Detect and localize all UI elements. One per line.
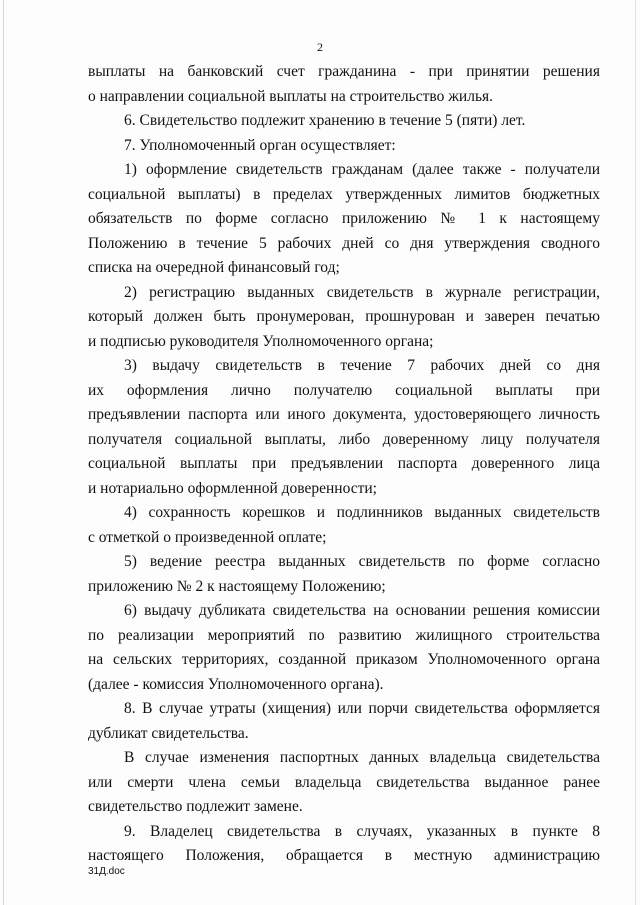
paragraph-line: и подписью руководителя Уполномоченного органа; bbox=[88, 332, 434, 350]
paragraph-line: приложению № 2 к настоящему Положению; bbox=[88, 577, 386, 595]
paragraph-line: социальной выплаты) в пределах утвержденных лимитов бюджетных bbox=[88, 185, 600, 203]
paragraph bbox=[88, 354, 600, 501]
paragraph-line: по реализации мероприятий по развитию жилищного строительства bbox=[88, 626, 600, 644]
paragraph bbox=[88, 60, 600, 109]
paragraph-line: о направлении социальной выплаты на строительство жилья. bbox=[88, 87, 494, 105]
paragraph-line: 6) выдачу дубликата свидетельства на основании решения комиссии bbox=[124, 602, 600, 619]
paragraph bbox=[88, 501, 600, 550]
paragraph-line: с отметкой о произведенной оплате; bbox=[88, 528, 327, 546]
paragraph-line: 1) оформление свидетельств гражданам (далее также - получатели bbox=[124, 161, 600, 178]
paragraph bbox=[88, 134, 600, 159]
paragraph bbox=[88, 746, 600, 820]
paragraph bbox=[88, 820, 600, 869]
paragraph-line: выплаты на банковский счет гражданина - при принятии решения bbox=[88, 63, 600, 80]
paragraph-line: или смерти члена семьи владельца свидетельства выданное ранее bbox=[88, 773, 600, 791]
paragraph-line: 5) ведение реестра выданных свидетельств по форме согласно bbox=[124, 553, 600, 570]
paragraph-line: 3) выдачу свидетельств в течение 7 рабочих дней со дня bbox=[124, 357, 600, 374]
paragraph-line: который должен быть пронумерован, прошнурован и заверен печатью bbox=[88, 308, 600, 325]
paragraph-line: настоящего Положения, обращается в местную администрацию bbox=[88, 847, 600, 864]
paragraph bbox=[88, 281, 600, 355]
paragraph bbox=[88, 158, 600, 281]
paragraph-line: на сельских территориях, созданной приказом Уполномоченного органа bbox=[88, 651, 600, 668]
paragraph-line: 8. В случае утраты (хищения) или порчи свидетельства оформляется bbox=[124, 700, 600, 717]
paragraph-line: 6. Свидетельство подлежит хранению в течение 5 (пяти) лет. bbox=[124, 112, 526, 129]
paragraph-line: предъявлении паспорта или иного документа, удостоверяющего личность bbox=[88, 406, 600, 423]
paragraph-line: получателя социальной выплаты, либо доверенному лицу получателя bbox=[88, 430, 600, 448]
paragraph-line: 4) сохранность корешков и подлинников выданных свидетельств bbox=[124, 504, 600, 521]
paragraph bbox=[88, 599, 600, 697]
paragraph-line: 9. Владелец свидетельства в случаях, указанных в пункте 8 bbox=[124, 822, 600, 840]
paragraph-line: дубликат свидетельства. bbox=[88, 724, 249, 742]
paragraph-line: и нотариально оформленной доверенности; bbox=[88, 479, 377, 497]
paragraph bbox=[88, 550, 600, 599]
paragraph-line: социальной выплаты при предъявлении паспорта доверенного лица bbox=[88, 455, 600, 472]
scan-edge-left bbox=[3, 0, 4, 905]
paragraph-line: списка на очередной финансовый год; bbox=[88, 259, 340, 276]
paragraph-line: Положению в течение 5 рабочих дней со дня утверждения сводного bbox=[88, 234, 600, 252]
footer-filename: 31Д.doc bbox=[88, 866, 125, 877]
paragraph-line: 2) регистрацию выданных свидетельств в журнале регистрации, bbox=[124, 283, 600, 301]
page-number: 2 bbox=[317, 40, 323, 54]
paragraph-line: их оформления лично получателю социальной выплаты при bbox=[88, 381, 600, 399]
paragraph-line: обязательств по форме согласно приложению № 1 к настоящему bbox=[88, 210, 600, 227]
scan-edge-right bbox=[635, 0, 636, 905]
paragraph bbox=[88, 109, 600, 134]
paragraph-line: (далее - комиссия Уполномоченного органа). bbox=[88, 675, 384, 693]
paragraph-line: В случае изменения паспортных данных владельца свидетельства bbox=[124, 749, 600, 766]
paragraph-line: 7. Уполномоченный орган осуществляет: bbox=[124, 136, 396, 154]
paragraph bbox=[88, 697, 600, 746]
paragraph-line: свидетельство подлежит замене. bbox=[88, 798, 303, 815]
document-body bbox=[88, 60, 600, 869]
